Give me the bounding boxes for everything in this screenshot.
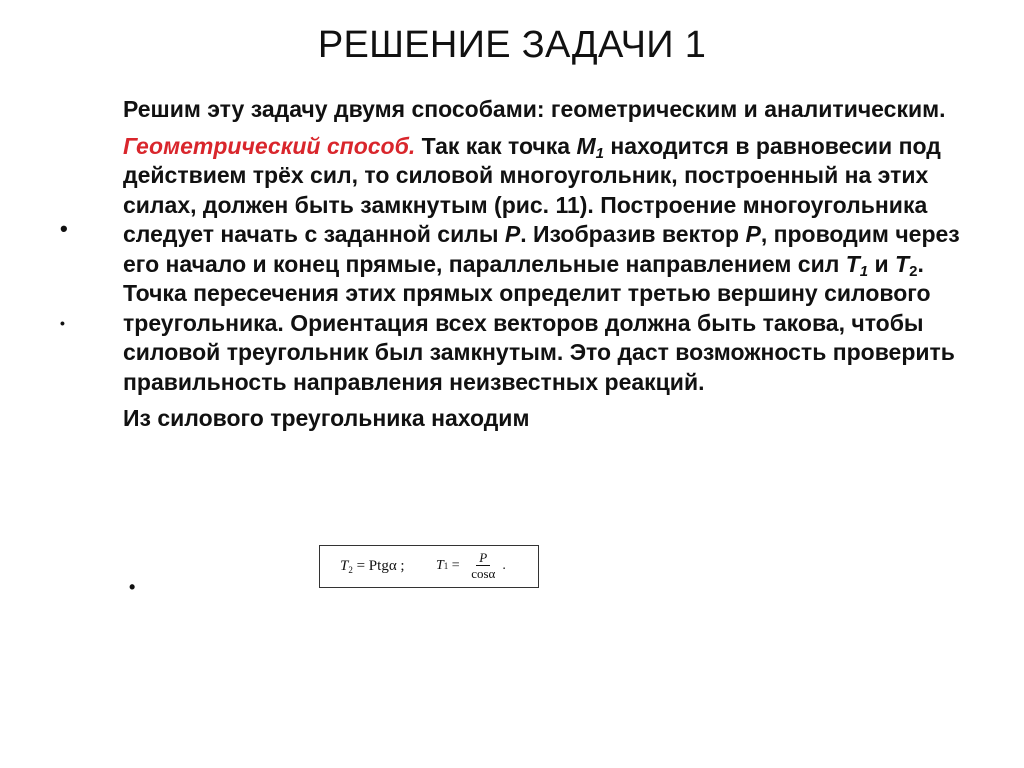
intro-paragraph [123,95,983,125]
intro-text: Решим эту задачу двумя способами: геометрическим и аналитическим. [123,96,946,122]
text-fragment: находится в равновесии под действием трёх сил, то силовой многоугольник, построенный на этих силах, должен быть замкнутым (рис. 11). Построение многоугольника следует начать с заданной силы [123,132,941,247]
variable-T: T [895,250,910,277]
bullet-dot: • [129,577,136,597]
text-fragment: и [868,250,896,277]
formula-box [319,545,539,588]
text-fragment: Так как точка [421,132,577,159]
formula-subscript: 2 [348,565,353,575]
fraction-denominator: cosα [471,566,496,581]
text-fragment: . Точка пересечения этих прямых определит третью вершину силового треугольника. Ориентация всех векторов должна быть такова, чтобы силовой треугольник был замкнутым. Это даст возможность проверить правильность направления неизвестных реакций. [123,250,955,395]
conclusion-paragraph [123,404,983,434]
formula-var: T [340,558,349,574]
subscript: 2 [909,262,918,280]
subscript: 1 [859,262,869,280]
fraction-numerator: P [476,550,490,566]
formula-t2 [340,558,405,575]
bullet-dot: • [60,216,68,241]
text-fragment: , проводим через его начало и конец прямые, параллельные направлением сил [123,221,960,277]
conclusion-text: Из силового треугольника находим [123,405,530,431]
variable-M: M [576,132,596,159]
formula-equals: = [448,557,464,573]
variable-T: T [845,250,860,277]
bullet-dot: • [60,315,65,331]
formula-rhs: = Ptgα ; [352,558,405,574]
method-heading: Геометрический способ. [123,132,416,159]
formula-var: T [436,557,444,573]
formula-end: . [502,557,506,573]
formula-fraction [468,550,498,581]
subscript: 1 [595,144,604,162]
text-fragment: . Изобразив вектор [520,221,746,247]
slide-title: РЕШЕНИЕ ЗАДАЧИ 1 [317,24,707,66]
formula-subscript: 1 [443,560,449,571]
formula-t1 [436,550,506,581]
variable-P: P [504,221,521,247]
geometric-method-paragraph [123,132,983,398]
slide-body [123,95,983,441]
variable-P: P [745,221,761,247]
